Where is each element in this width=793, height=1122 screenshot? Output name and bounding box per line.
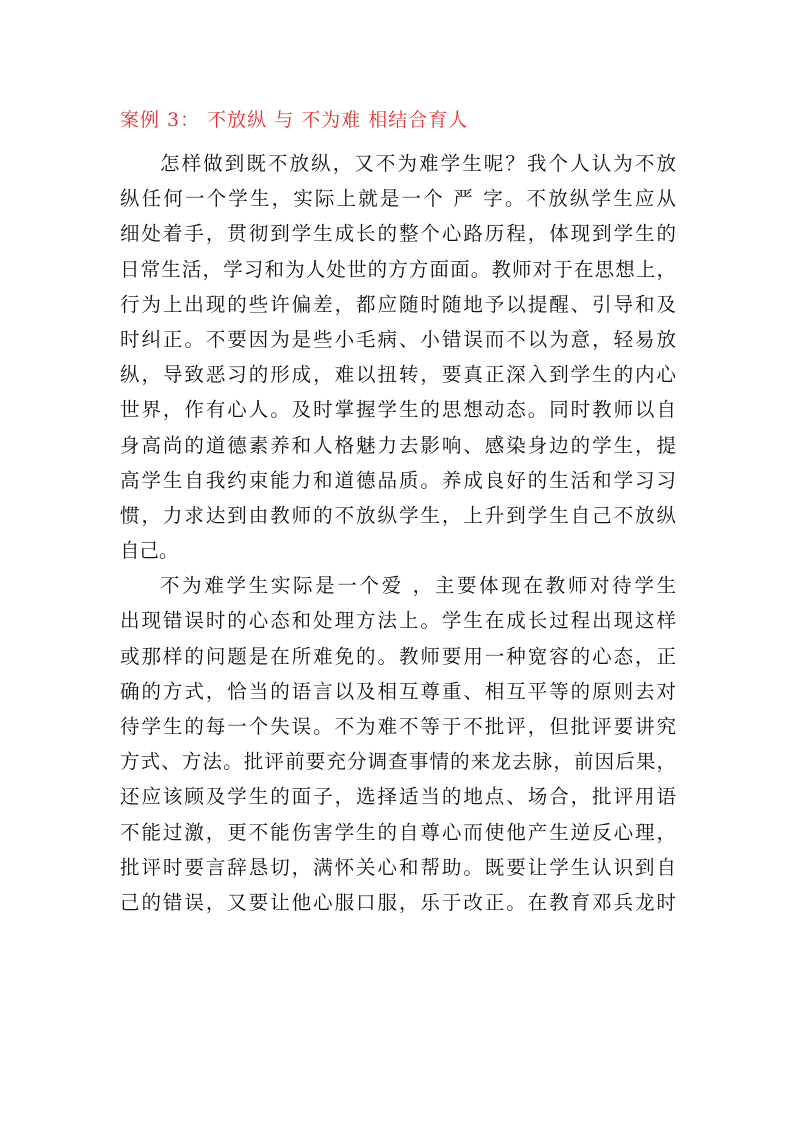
paragraph-line: 待学生的每一个失误。不为难不等于不批评，但批评要讲究 [120, 715, 676, 738]
paragraph-line: 怎样做到既不放纵，又不为难学生呢？我个人认为不放 [160, 152, 676, 175]
paragraph-line: 还应该顾及学生的面子，选择适当的地点、场合，批评用语 [120, 785, 676, 809]
paragraph-line: 出现错误时的心态和处理方法上。学生在成长过程出现这样 [120, 609, 676, 633]
paragraph-line: 不能过激，更不能伤害学生的自尊心而使他产生逆反心理， [120, 820, 676, 844]
paragraph-line: 身高尚的道德素养和人格魅力去影响、感染身边的学生，提 [120, 433, 676, 457]
paragraph-line: 不为难学生实际是一个爱 ，主要体现在教师对待学生 [160, 574, 676, 598]
paragraph-2 [120, 568, 676, 920]
paragraph-line: 细处着手，贯彻到学生成长的整个心路历程，体现到学生的 [120, 222, 676, 246]
paragraph-line: 世界，作有心人。及时掌握学生的思想动态。同时教师以自 [120, 398, 676, 422]
paragraph-line: 日常生活，学习和为人处世的方方面面。教师对于在思想上， [120, 257, 676, 281]
paragraph-line: 行为上出现的些许偏差，都应随时随地予以提醒、引导和及 [120, 292, 676, 316]
paragraph-line: 高学生自我约束能力和道德品质。养成良好的生活和学习习 [120, 468, 676, 492]
paragraph-line: 批评时要言辞恳切，满怀关心和帮助。既要让学生认识到自 [120, 855, 676, 879]
paragraph-line: 或那样的问题是在所难免的。教师要用一种宽容的心态，正 [120, 644, 676, 668]
paragraph-line: 纵任何一个学生，实际上就是一个 严 字。不放纵学生应从 [120, 187, 676, 211]
paragraph-line: 自己。 [120, 539, 179, 563]
paragraph-line: 惯，力求达到由教师的不放纵学生，上升到学生自己不放纵 [120, 503, 676, 527]
paragraph-line: 确的方式，恰当的语言以及相互尊重、相互平等的原则去对 [120, 679, 676, 703]
paragraph-line: 方式、方法。批评前要充分调查事情的来龙去脉，前因后果， [120, 750, 676, 774]
case-heading: 案例 3： 不放纵 与 不为难 相结合育人 [120, 109, 469, 131]
paragraph-1 [120, 146, 676, 568]
body-text [120, 146, 676, 920]
paragraph-line: 纵，导致恶习的形成，难以扭转，要真正深入到学生的内心 [120, 363, 676, 387]
paragraph-line: 己的错误，又要让他心服口服，乐于改正。在教育邓兵龙时 [120, 890, 676, 914]
paragraph-line: 时纠正。不要因为是些小毛病、小错误而不以为意，轻易放 [120, 327, 676, 351]
